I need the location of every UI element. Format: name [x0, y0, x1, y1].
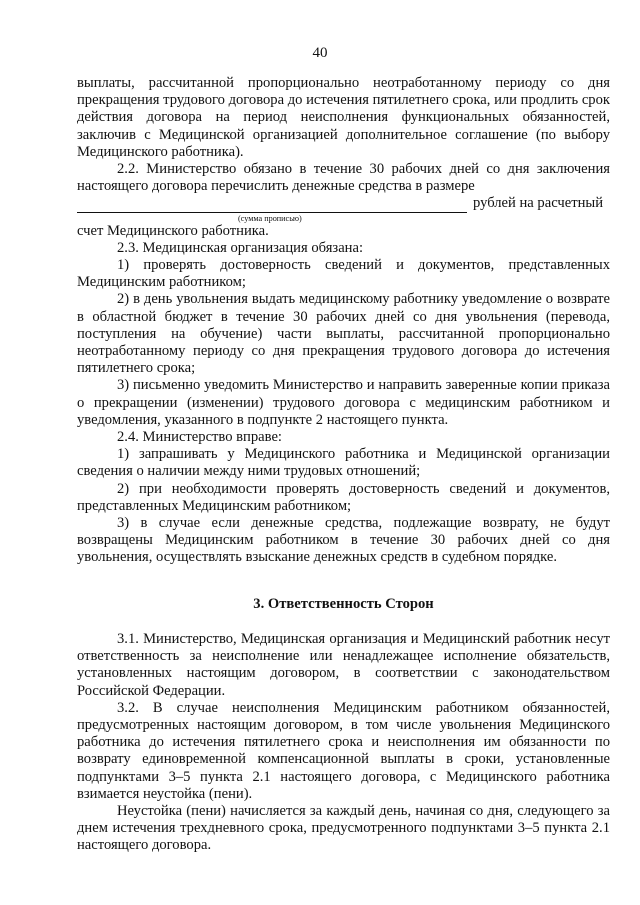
page-number: 40: [312, 45, 328, 61]
clause-2-4-item-2: 2) при необходимости проверять достоверность сведений и документов, представленных Медицинским работником;: [77, 480, 610, 514]
section-3-paragraph-1: 3.1. Министерство, Медицинская организация и Медицинский работник несут ответственность за неисполнение или ненадлежащее исполнение обязательств, установленных настоящим договором, в соответствии с законодательством Российской Федерации.: [77, 630, 610, 699]
clause-2-4-item-3: 3) в случае если денежные средства, подлежащие возврату, не будут возвращены Медицинским работником в течение 30 рабочих дней со дня увольнения, осуществлять взыскание денежных средств в судебном порядке.: [77, 515, 610, 566]
intro-paragraph: выплаты, рассчитанной пропорционально неотработанному периоду со дня прекращения трудового договора до истечения пятилетнего срока, или продлить срок действия договора на период неисполнения функциональных обязанностей, заключив с Медицинской организацией дополнительное соглашение (по выбору Медицинского работника).: [77, 75, 610, 160]
clause-2-2-text: 2.2. Министерство обязано в течение 30 рабочих дней со дня заключения настоящего договора перечислить денежные средства в размере: [77, 161, 610, 195]
clause-2-3-item-2: 2) в день увольнения выдать медицинскому работнику уведомление о возврате в областной бюджет в течение 30 рабочих дней со дня увольнения (перевода, поступления на обучение) части выплаты, рассчитанной пропорционально неотработанному периоду со дня прекращения трудового договора до истечения пятилетнего срока;: [77, 291, 610, 377]
amount-suffix: рублей на расчетный: [473, 195, 604, 212]
section-3-paragraph-3: Неустойка (пени) начисляется за каждый день, начиная со дня, следующего за днем истечения трехдневного срока, предусмотренного подпунктами 3–5 пункта 2.1 настоящего договора.: [77, 802, 610, 854]
section-3-paragraph-2: 3.2. В случае неисполнения Медицинским работником обязанностей, предусмотренных настоящим договором, в том числе увольнения Медицинского работника до истечения пятилетнего срока и неисполнения им обязанности по возврату единовременной компенсационной выплаты в сроки, установленные подпунктами 3–5 пункта 2.1 настоящего договора, с Медицинского работника взимается неустойка (пени).: [77, 699, 610, 802]
clause-2-3-title: 2.3. Медицинская организация обязана:: [117, 239, 364, 256]
clause-2-4-item-1: 1) запрашивать у Медицинского работника и Медицинской организации сведения о наличии между ними трудовых отношений;: [77, 446, 610, 480]
amount-blank-line: [77, 200, 467, 213]
clause-2-3-item-3: 3) письменно уведомить Министерство и направить заверенные копии приказа о прекращении (изменении) трудового договора с медицинским работником и уведомления, указанного в подпункте 2 настоящего пункта.: [77, 377, 610, 428]
section-3-title: 3. Ответственность Сторон: [253, 595, 434, 612]
document-body: [77, 75, 610, 855]
clause-2-4-title: 2.4. Министерство вправе:: [117, 429, 282, 446]
clause-2-3-item-1: 1) проверять достоверность сведений и документов, представленных Медицинским работником;: [77, 257, 610, 291]
clause-2-2-ending: счет Медицинского работника.: [77, 222, 269, 239]
amount-caption: (сумма прописью): [238, 213, 302, 223]
amount-line: [77, 195, 610, 212]
